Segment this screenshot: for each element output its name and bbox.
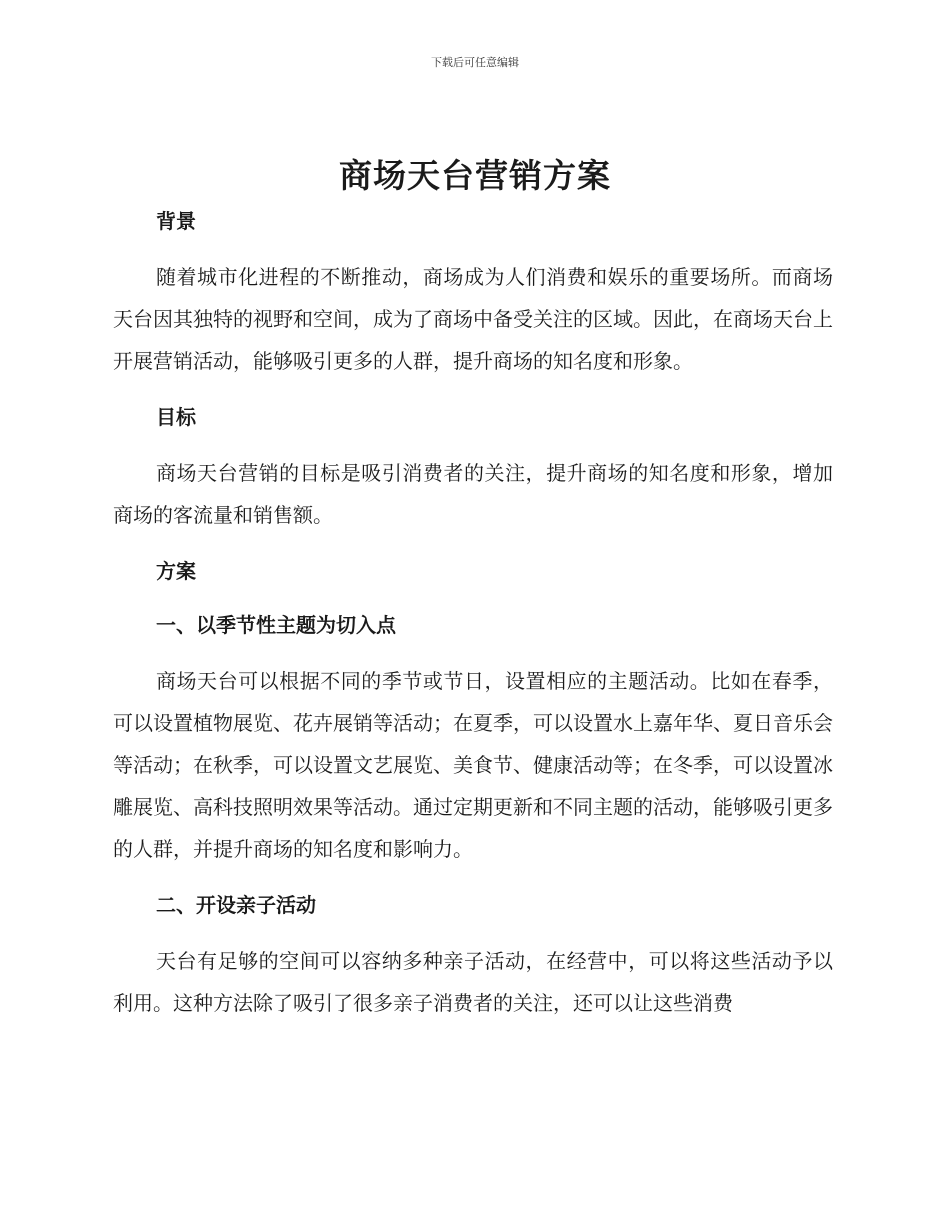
page-header-note: 下载后可任意编辑: [431, 56, 519, 69]
paragraph-family: 天台有足够的空间可以容纳多种亲子活动，在经营中，可以将这些活动予以利用。这种方法除了吸引了很多亲子消费者的关注，还可以让这些消费: [113, 949, 833, 1015]
section-heading-plan: 方案: [156, 559, 196, 583]
document-title: 商场天台营销方案: [339, 156, 611, 195]
subsection-heading-seasonal: 一、以季节性主题为切入点: [156, 613, 396, 637]
section-heading-background: 背景: [156, 209, 196, 233]
paragraph-background: 随着城市化进程的不断推动，商场成为人们消费和娱乐的重要场所。而商场天台因其独特的视野和空间，成为了商场中备受关注的区域。因此，在商场天台上开展营销活动，能够吸引更多的人群，提升商场的知名度和形象。: [113, 265, 833, 373]
paragraph-goal: 商场天台营销的目标是吸引消费者的关注，提升商场的知名度和形象，增加商场的客流量和销售额。: [113, 461, 833, 527]
subsection-heading-family: 二、开设亲子活动: [156, 893, 316, 917]
paragraph-seasonal: 商场天台可以根据不同的季节或节日，设置相应的主题活动。比如在春季，可以设置植物展览、花卉展销等活动；在夏季，可以设置水上嘉年华、夏日音乐会等活动；在秋季，可以设置文艺展览、美食节、健康活动等；在冬季，可以设置冰雕展览、高科技照明效果等活动。通过定期更新和不同主题的活动，能够吸引更多的人群，并提升商场的知名度和影响力。: [113, 669, 833, 861]
section-heading-goal: 目标: [156, 405, 196, 429]
document-body: [113, 204, 833, 1024]
